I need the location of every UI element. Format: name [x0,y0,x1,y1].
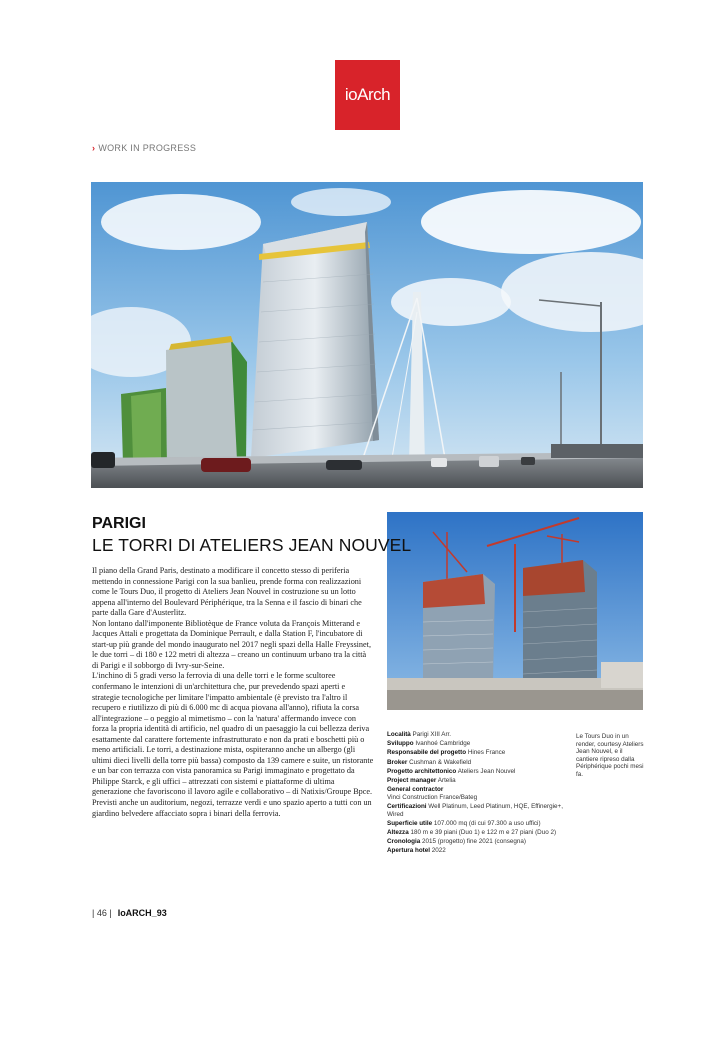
logo-text: ioArch [344,85,391,104]
magazine-issue: IoARCH_93 [117,908,167,918]
spec-row: Cronologia 2015 (progetto) fine 2021 (consegna) [387,838,526,846]
spec-row: Certificazioni Well Platinum, Leed Platinum, HQE, Effinergie+, Wired [387,802,563,818]
article-title-city: PARIGI [92,515,146,532]
article-subtitle: LE TORRI DI ATELIERS JEAN NOUVEL [92,535,412,555]
section-label-text: WORK IN PROGRESS [98,143,197,153]
hero-render-image [91,182,643,488]
section-label [92,143,196,153]
spec-row: Località Parigi XIII Arr. [387,731,452,738]
spec-row: Superficie utile 107.000 mq (di cui 97.300 a uso uffici) [387,819,541,827]
spec-row: Altezza 180 m e 39 piani (Duo 1) e 122 m e 27 piani (Duo 2) [387,828,557,836]
page-number: | 46 | [92,908,112,918]
article-body [92,566,374,819]
spec-row: Project manager Artelia [387,776,456,784]
spec-row: Broker Cushman & Wakefield [387,758,472,766]
photo-caption: Le Tours Duo in un render, courtesy Ateliers Jean Nouvel, e il cantiere ripreso dalla Périphérique pochi mesi fa. [576,733,644,778]
spec-row: Sviluppo Ivanhoé Cambridge [387,740,471,748]
spec-row: Apertura hotel 2022 [387,847,446,855]
project-specs [387,731,565,856]
spec-row: Responsabile del progetto Hines France [387,749,506,757]
construction-site-photo [387,512,643,710]
spec-row: General contractor Vinci Construction France/Bateg [387,786,478,801]
body-paragraph: Non lontano dall'imponente Bibliotèque de France voluta da François Mitterand e Jacques Attali e progettata da Dominique Perrault, e dalla Station F, l'incubatore di start-up più grande del mondo inaugurato nel 2017 negli spazi della Halle Freyssinet, le due torri – di 180 e 122 metri di altezza – creano un continuum urbano tra la città di Parigi e il sobborgo di Ivry-sur-Seine. [92,618,371,670]
page-footer [92,908,167,918]
spec-row: Progetto architettonico Ateliers Jean Nouvel [387,767,516,775]
chevron-right-icon: › [92,143,96,153]
magazine-logo [335,60,400,130]
body-paragraph: Il piano della Grand Paris, destinato a modificare il concetto stesso di periferia mettendo in connessione Parigi con la sua banlieu, prende forma con realizzazioni come le Tours Duo, il progetto di Ateliers Jean Nouvel in costruzione su un lotto appena all'interno del Boulevard Périphérique, tra la Senna e il fascio di binari che parte dalla Gare d'Austerlitz. [92,566,362,618]
body-paragraph: L'inchino di 5 gradi verso la ferrovia di una delle torri e le forme scultoree confermano le intenzioni di un'architettura che, pur prevedendo spazi aperti e strategie tecnologiche per limitare l'impatto ambientale (è previsto tra l'altro il recupero e riutilizzo di più di 6.000 mc di acqua piovana all'anno), rifiuta la corsa all'integrazione – o peggio al mimetismo – con la 'natura' affermando invece con forza la propria identità di artificio, nel quadro di un paesaggio la cui bellezza deriva esattamente dal carattere fortemente infrastrutturato e non da prati e boschetti più o meno artificiali. Le torri, a destinazione mista, ospiteranno anche un albergo (gli ultimi dieci livelli della torre più bassa) composto da 139 camere e suite, un ristorante e un bar con terrazza con vista panoramica su Parigi immaginato e progettato da Philippe Starck, e gli uffici – attrezzati con sistemi e piattaforme di ultima generazione che favoriscono il lavoro agile e collaborativo – di Natixis/Groupe Bpce. Previsti anche un auditorium, negozi, terrazze verdi e uno spazio aperto a tutti con un giardino belvedere affacciato sopra i binari della ferrovia. [92,671,374,818]
